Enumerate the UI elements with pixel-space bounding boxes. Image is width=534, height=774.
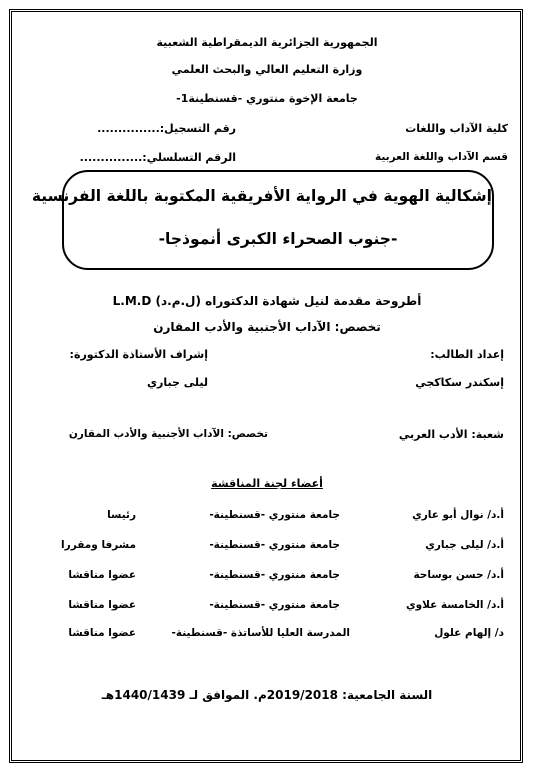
department-name: قسم الآداب واللغة العربية bbox=[375, 151, 508, 163]
member-institution: جامعة منتوري -قسنطينة- bbox=[209, 509, 340, 521]
member-name: د/ إلهام علول bbox=[434, 627, 504, 639]
university-name: جامعة الإخوة منتوري -قسنطينة1- bbox=[176, 92, 358, 105]
thesis-title-box bbox=[31, 170, 494, 270]
member-name: أ.د/ الخامسة علاوي bbox=[405, 599, 504, 611]
member-role: عضوا مناقشا bbox=[68, 599, 136, 611]
member-name: أ.د/ حسن بوساحة bbox=[413, 569, 504, 581]
thesis-description: أطروحة مقدمة لنيل شهادة الدكتوراه (ل.م.د) L.M.D bbox=[112, 294, 422, 308]
member-role: عضوا مناقشا bbox=[68, 627, 136, 639]
thesis-title-line1: إشكالية الهوية في الرواية الأفريقية المكتوبة باللغة الفرنسية bbox=[31, 187, 492, 205]
member-institution: جامعة منتوري -قسنطينة- bbox=[209, 599, 340, 611]
ministry-name: وزارة التعليم العالي والبحث العلمي bbox=[171, 63, 363, 76]
student-name: إسكندر سكاكجي bbox=[415, 376, 504, 389]
member-institution: جامعة منتوري -قسنطينة- bbox=[209, 539, 340, 551]
republic-name: الجمهورية الجزائرية الديمقراطية الشعبية bbox=[156, 36, 378, 49]
branch: شعبة: الأدب العربي bbox=[398, 428, 504, 441]
thesis-specialty: تخصص: الآداب الأجنبية والأدب المقارن bbox=[153, 320, 381, 334]
member-role: عضوا مناقشا bbox=[68, 569, 136, 581]
member-name: أ.د/ نوال أبو عاري bbox=[412, 509, 504, 521]
thesis-title-line2: -جنوب الصحراء الكبرى أنموذجا- bbox=[158, 230, 398, 248]
student-label: إعداد الطالب: bbox=[430, 348, 504, 361]
supervisor-label: إشراف الأستاذة الدكتورة: bbox=[69, 348, 208, 361]
member-institution: المدرسة العليا للأساتذة -قسنطينة- bbox=[171, 627, 350, 639]
member-name: أ.د/ ليلى جباري bbox=[425, 539, 504, 551]
supervisor-name: ليلى جباري bbox=[146, 376, 208, 389]
member-role: مشرفا ومقررا bbox=[61, 539, 136, 551]
academic-year: السنة الجامعية: 2019/2018م. الموافق لـ 1440/1439هـ bbox=[101, 688, 433, 702]
committee-heading: أعضاء لجنة المناقشة bbox=[211, 477, 323, 490]
serial-number: الرقم التسلسلي:............... bbox=[79, 151, 236, 164]
member-role: رئيسا bbox=[107, 509, 136, 521]
student-specialty: تخصص: الآداب الأجنبية والأدب المقارن bbox=[68, 428, 268, 440]
member-institution: جامعة منتوري -قسنطينة- bbox=[209, 569, 340, 581]
registration-number: رقم التسجيل:............... bbox=[97, 122, 236, 135]
faculty-name: كلية الآداب واللغات bbox=[405, 122, 508, 135]
